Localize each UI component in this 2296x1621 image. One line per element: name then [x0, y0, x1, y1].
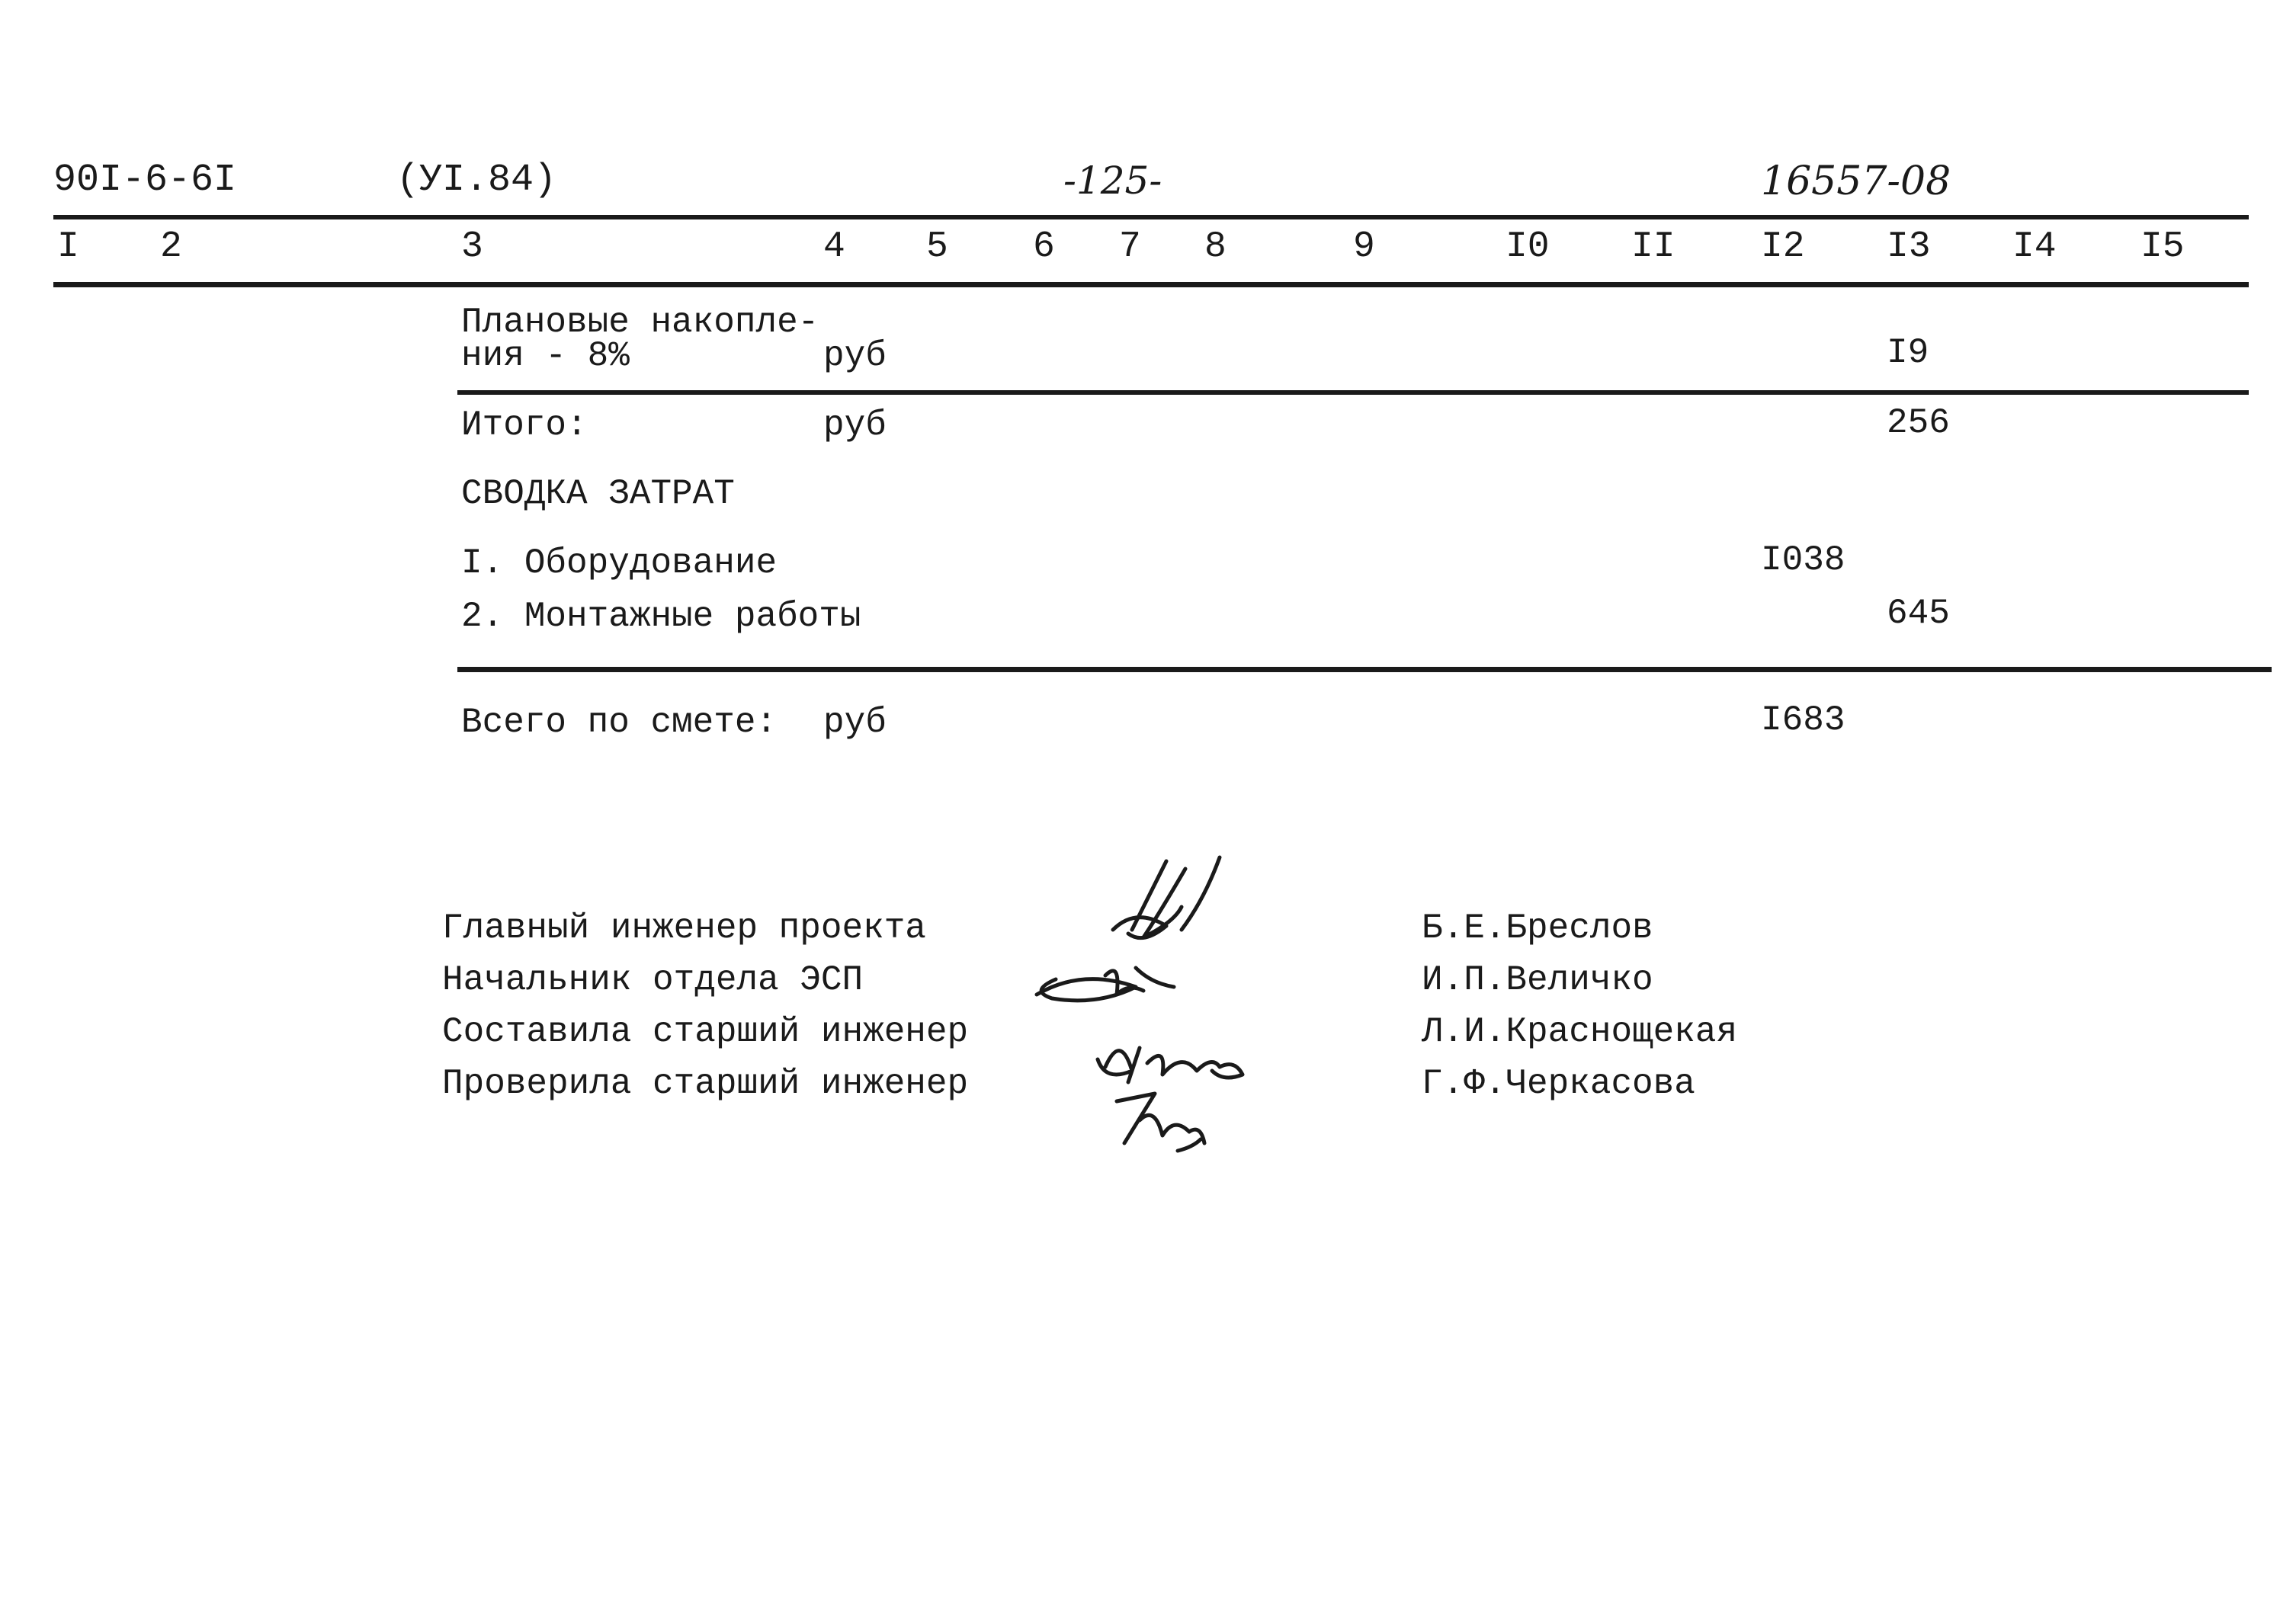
column-number: I3 [1887, 226, 1931, 267]
planned-savings-value: I9 [1887, 333, 1929, 373]
equipment-label: I. Оборудование [461, 543, 778, 583]
subtotal-rule [457, 390, 2249, 395]
planned-savings-unit: руб [823, 336, 887, 376]
installation-value: 645 [1887, 594, 1950, 633]
column-number: 8 [1204, 226, 1227, 267]
column-number: II [1631, 226, 1676, 267]
column-number: I4 [2012, 226, 2057, 267]
column-number: I0 [1506, 226, 1550, 267]
grand-total-unit: руб [823, 703, 887, 742]
signature-name: Г.Ф.Черкасова [1422, 1064, 1695, 1104]
column-number: 4 [823, 226, 845, 267]
installation-label: 2. Монтажные работы [461, 597, 861, 636]
header-top-rule [53, 215, 2249, 219]
signature-name: Л.И.Краснощекая [1422, 1012, 1738, 1052]
total-rule [457, 667, 2272, 672]
subtotal-unit: руб [823, 405, 887, 445]
header-bottom-rule [53, 282, 2249, 287]
column-number: 3 [461, 226, 483, 267]
signature-role: Начальник отдела ЭСП [442, 960, 864, 1000]
signature-name: Б.Е.Бреслов [1422, 908, 1653, 948]
subtotal-label: Итого: [461, 405, 588, 445]
planned-savings-label-line1: Плановые накопле- [461, 303, 819, 342]
inventory-number: 16557-08 [1761, 159, 1951, 204]
column-number: 7 [1119, 226, 1141, 267]
column-number: 6 [1033, 226, 1055, 267]
grand-total-label: Всего по смете: [461, 703, 778, 742]
column-number: I5 [2140, 226, 2185, 267]
page-number: -125- [1063, 159, 1162, 203]
column-number: 2 [160, 226, 182, 267]
signature-role: Главный инженер проекта [442, 908, 926, 948]
subtotal-value: 256 [1887, 403, 1950, 443]
doc-date: (УI.84) [396, 159, 557, 202]
column-number: 9 [1353, 226, 1375, 267]
column-number: 5 [926, 226, 948, 267]
column-number: I2 [1761, 226, 1805, 267]
doc-code: 90I-6-6I [53, 159, 237, 202]
signature-role: Проверила старший инженер [442, 1064, 969, 1104]
column-number: I [57, 226, 79, 267]
planned-savings-label-line2: ния - 8% [461, 336, 630, 376]
signature-name: И.П.Величко [1422, 960, 1653, 1000]
handwritten-signatures [991, 854, 1334, 1151]
equipment-value: I038 [1761, 540, 1845, 580]
grand-total-value: I683 [1761, 700, 1845, 740]
signature-role: Составила старший инженер [442, 1012, 969, 1052]
summary-title: СВОДКА ЗАТРАТ [461, 474, 735, 514]
